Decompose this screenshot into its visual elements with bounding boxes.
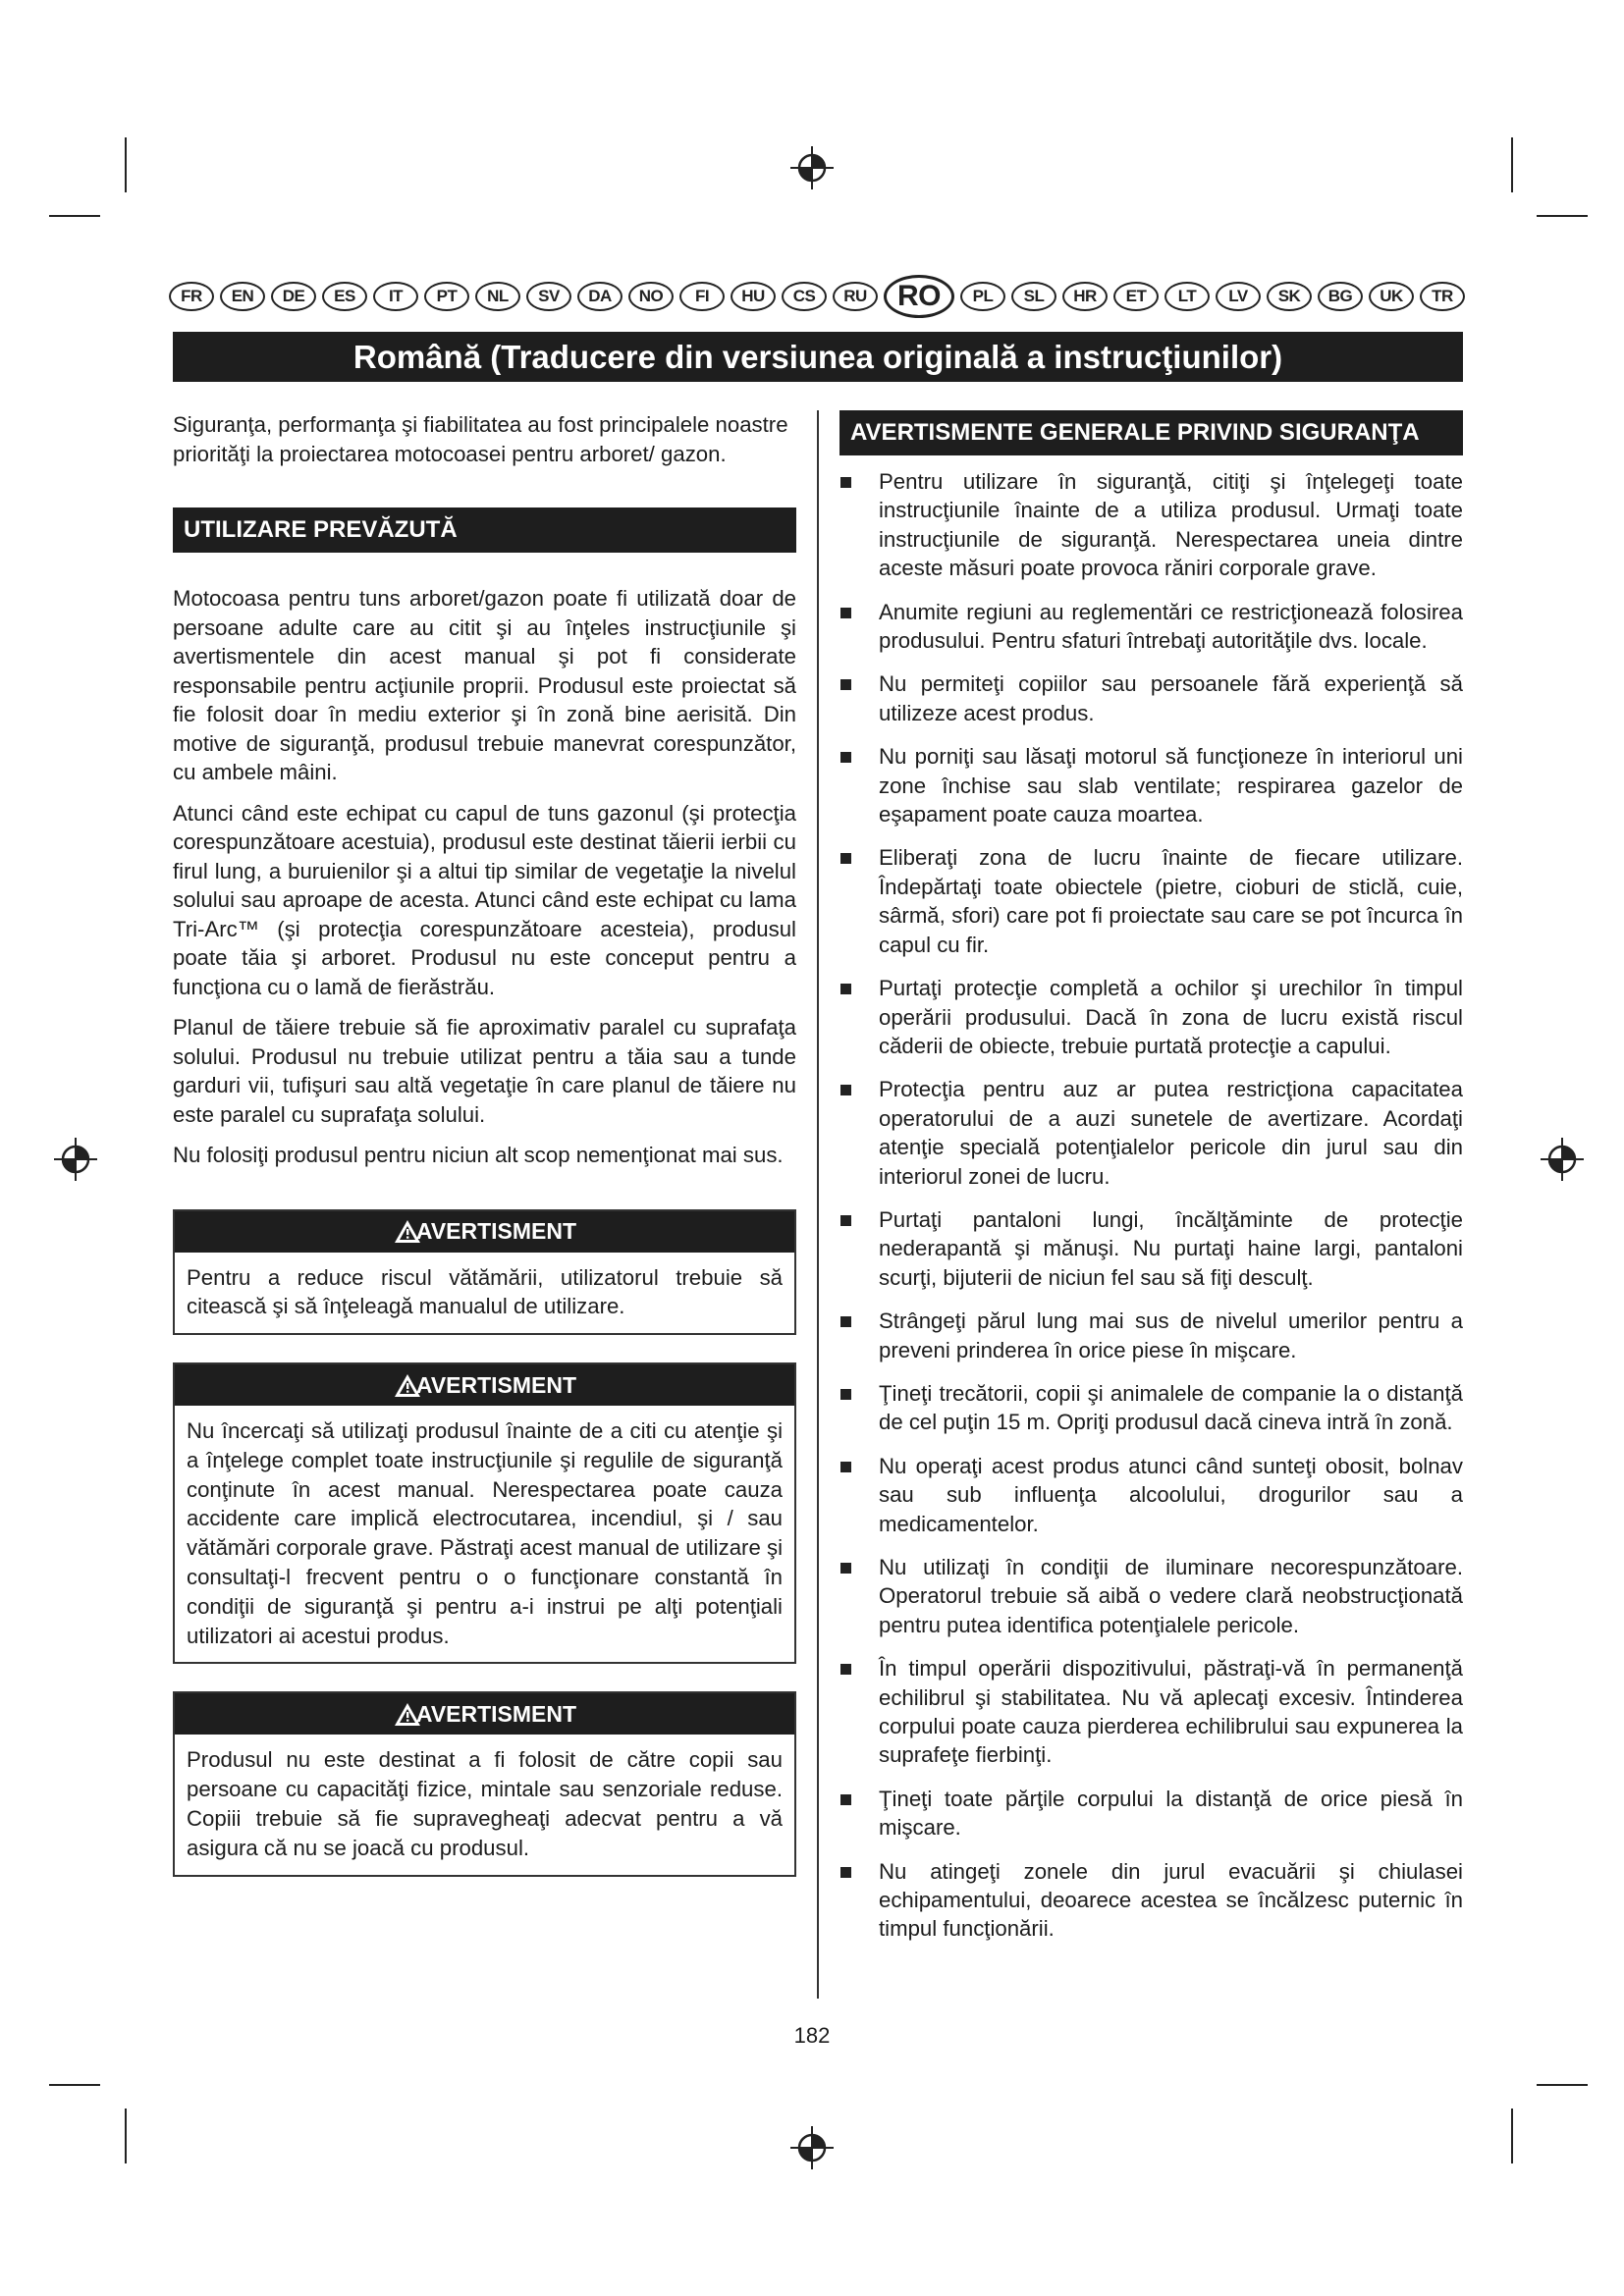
language-badge: BG xyxy=(1318,282,1363,311)
language-badge: LV xyxy=(1216,282,1261,311)
language-badge: HR xyxy=(1062,282,1108,311)
bullet-square-icon xyxy=(840,1389,851,1400)
bullet-square-icon xyxy=(840,1462,851,1472)
warning-body xyxy=(175,1406,794,1662)
language-badge: FR xyxy=(169,282,214,311)
language-badge: LT xyxy=(1164,282,1210,311)
bullet-square-icon xyxy=(840,1794,851,1805)
section-heading-general-warnings: AVERTISMENTE GENERALE PRIVIND SIGURANŢA xyxy=(839,410,1463,455)
list-item-text: Nu permiteţi copiilor sau persoanele fără experienţă să utilizeze acest produs. xyxy=(879,671,1463,725)
crop-mark xyxy=(1511,137,1513,192)
list-item-text: Nu operaţi acest produs atunci când sunteţi obosit, bolnav sau sub influenţa alcoolului, drogurilor sau a medicamentelor. xyxy=(879,1453,1463,1536)
list-item xyxy=(839,1654,1463,1770)
list-item xyxy=(839,1075,1463,1191)
registration-mark-icon xyxy=(786,142,838,193)
list-item xyxy=(839,1785,1463,1842)
language-badge: SL xyxy=(1011,282,1056,311)
intro-paragraph: Siguranţa, performanţa şi fiabilitatea au fost principalele noastre priorităţi la proiectarea motocoasei pentru arboret/ gazon. xyxy=(173,412,788,466)
bullet-square-icon xyxy=(840,1867,851,1878)
list-item xyxy=(839,1379,1463,1437)
bullet-square-icon xyxy=(840,853,851,864)
list-item-text: Anumite regiuni au reglementări ce restricţionează folosirea produsului. Pentru sfaturi întrebaţi autorităţile dvs. locale. xyxy=(879,599,1463,654)
list-item-text: Nu atingeţi zonele din jurul evacuării şi chiulasei echipamentului, deoarece acestea se încălzesc puternic în timpul funcţionării. xyxy=(879,1858,1463,1942)
language-badge: UK xyxy=(1369,282,1414,311)
language-badge: FI xyxy=(679,282,725,311)
section-heading-intended-use: UTILIZARE PREVĂZUTĂ xyxy=(173,507,796,553)
list-item xyxy=(839,467,1463,583)
language-badge: PT xyxy=(424,282,469,311)
language-badge: ES xyxy=(322,282,367,311)
list-item xyxy=(839,1857,1463,1944)
language-badge: NO xyxy=(628,282,674,311)
warning-heading: AVERTISMENT xyxy=(415,1218,577,1244)
warning-header xyxy=(175,1364,794,1406)
warning-text: Produsul nu este destinat a fi folosit de către copii sau persoane cu capacităţi fizice, mintale sau senzoriale reduse. Copiii trebuie să fie supravegheaţi adecvat pentru a vă asigura că nu se joacă cu produsul. xyxy=(187,1747,783,1860)
crop-mark xyxy=(1511,2109,1513,2163)
list-item-text: Eliberaţi zona de lucru înainte de fiecare utilizare. Îndepărtaţi toate obiectele (pietre, cioburi de sticlă, cuie, sârmă, sfori) care pot fi proiectate sau care se pot încurca în capul cu fir. xyxy=(879,845,1463,957)
list-item-text: Pentru utilizare în siguranţă, citiţi şi înţelegeţi toate instrucţiunile înainte de a utiliza produsul. Urmaţi toate instrucţiunile de siguranţă. Nerespectarea uneia dintre aceste măsuri poate provoca răniri corporale grave. xyxy=(879,469,1463,581)
list-item-text: Protecţia pentru auz ar putea restricţiona capacitatea operatorului de a auzi sunetele de avertizare. Acordaţi atenţie specială potenţialelor pericole din jurul sau din interiorul zonei de lucru. xyxy=(879,1077,1463,1189)
list-item-text: Ţineţi toate părţile corpului la distanţă de orice piesă în mişcare. xyxy=(879,1786,1463,1841)
list-item-text: Nu utilizaţi în condiţii de iluminare necorespunzătoare. Operatorul trebuie să aibă o vedere clară neobstrucţionată pentru putea identifica potenţialele pericole. xyxy=(879,1555,1463,1637)
language-badge: EN xyxy=(220,282,265,311)
warning-box xyxy=(173,1362,796,1664)
language-badge: RU xyxy=(833,282,878,311)
list-item-text: Nu porniţi sau lăsaţi motorul să funcţioneze în interiorul uni zone închise sau slab ventilate; respirarea gazelor de eşapament poate cauza moartea. xyxy=(879,744,1463,828)
list-item-text: În timpul operării dispozitivului, păstraţi-vă în permanenţă echilibrul şi stabilitatea. Nu vă aplecaţi excesiv. Întinderea corpului poate cauza pierderea echilibrului sau expunerea la suprafeţe fierbinţi. xyxy=(879,1656,1463,1768)
language-badge: NL xyxy=(475,282,520,311)
warning-heading: AVERTISMENT xyxy=(415,1371,577,1398)
bullet-square-icon xyxy=(840,1664,851,1675)
language-badge: IT xyxy=(373,282,418,311)
list-item xyxy=(839,1452,1463,1538)
list-item xyxy=(839,974,1463,1060)
list-item-text: Ţineţi trecătorii, copii şi animalele de companie la o distanţă de cel puţin 15 m. Opriţi produsul dacă cineva intră în zonă. xyxy=(879,1380,1463,1435)
language-badge: SV xyxy=(526,282,571,311)
page-number: 182 xyxy=(793,2023,831,2048)
bullet-square-icon xyxy=(840,608,851,618)
warning-text: Nu încercaţi să utilizaţi produsul înainte de a citi cu atenţie şi a înţelege complet toate instrucţiunile şi regulile de siguranţă conţinute în acest manual. Nerespectarea poate cauza accidente care implică electrocutarea, incendiul, şi / sau vătămări corporale grave. Păstraţi acest manual de utilizare şi consultaţi-l frecvent pentru o o funcţionare constantă în condiţii de siguranţă şi pentru a-i instrui pe alţi potenţiali utilizatori ai acestui produs. xyxy=(187,1418,783,1648)
language-badge: SK xyxy=(1267,282,1312,311)
warning-header xyxy=(175,1211,794,1253)
warning-body xyxy=(175,1735,794,1874)
list-item xyxy=(839,1205,1463,1292)
list-item-text: Purtaţi pantaloni lungi, încălţăminte de protecţie nederapantă şi mănuşi. Nu purtaţi haine largi, pantaloni scurţi, bijuterii de niciun fel sau să fiţi desculţ. xyxy=(879,1206,1463,1290)
crop-mark xyxy=(49,215,100,217)
language-bar xyxy=(169,275,1465,318)
registration-mark-icon xyxy=(50,1134,101,1185)
language-badge: ET xyxy=(1113,282,1159,311)
body-paragraph: Planul de tăiere trebuie să fie aproximativ paralel cu suprafaţa solului. Produsul nu trebuie utilizat pentru a tăia sau a tunde garduri vii, tufişuri sau altă vegetaţie în care planul de tăiere nu este paralel cu suprafaţa solului. xyxy=(173,1015,796,1127)
crop-mark xyxy=(1537,215,1588,217)
language-badge: DA xyxy=(577,282,623,311)
list-item xyxy=(839,1307,1463,1364)
safety-list xyxy=(839,467,1463,1944)
list-item xyxy=(839,843,1463,959)
bullet-square-icon xyxy=(840,984,851,994)
bullet-square-icon xyxy=(840,477,851,488)
crop-mark xyxy=(49,2084,100,2086)
list-item xyxy=(839,1553,1463,1639)
language-badge: CS xyxy=(782,282,827,311)
warning-box xyxy=(173,1691,796,1876)
crop-mark xyxy=(125,2109,127,2163)
warning-heading: AVERTISMENT xyxy=(415,1700,577,1727)
language-badge-active: RO xyxy=(884,275,954,318)
warning-text: Pentru a reduce riscul vătămării, utilizatorul trebuie să citească şi să înţeleagă manualul de utilizare. xyxy=(187,1264,783,1319)
body-paragraph: Motocoasa pentru tuns arboret/gazon poate fi utilizată doar de persoane adulte care au citit şi au înţeles instrucţiunile şi avertismentele din acest manual şi pot fi considerate responsabile pentru acţiunile proprii. Produsul este proiectat să fie folosit doar în mediu exterior şi în zonă bine aerisită. Din motive de siguranţă, produsul trebuie manevrat corespunzător, cu ambele mâini. xyxy=(173,586,796,784)
language-badge: DE xyxy=(271,282,316,311)
warning-box xyxy=(173,1209,796,1336)
warning-header xyxy=(175,1693,794,1735)
registration-mark-icon xyxy=(786,2122,838,2173)
bullet-square-icon xyxy=(840,1215,851,1226)
list-item xyxy=(839,669,1463,727)
crop-mark xyxy=(125,137,127,192)
column-divider xyxy=(817,410,819,1999)
left-column xyxy=(173,410,796,1877)
registration-mark-icon xyxy=(1537,1134,1588,1185)
bullet-square-icon xyxy=(840,1563,851,1574)
bullet-square-icon xyxy=(840,1316,851,1327)
warning-body xyxy=(175,1253,794,1334)
language-badge: HU xyxy=(731,282,776,311)
bullet-square-icon xyxy=(840,1085,851,1095)
list-item-text: Strângeţi părul lung mai sus de nivelul umerilor pentru a preveni prinderea în orice piese în mişcare. xyxy=(879,1308,1463,1362)
body-paragraph: Atunci când este echipat cu capul de tuns gazonul (şi protecţia corespunzătoare acestuia), produsul este destinat tăierii ierbii cu firul lung, a buruienilor şi a altui tip similar de vegetaţie la nivelul solului sau aproape de acesta. Atunci când este echipat cu lama Tri-Arc™ (şi protecţia corespunzătoare acesteia), produsul poate tăia şi arboret. Produsul nu este conceput pentru a funcţiona cu o lamă de fierăstrău. xyxy=(173,800,796,999)
crop-mark xyxy=(1537,2084,1588,2086)
list-item-text: Purtaţi protecţie completă a ochilor şi urechilor în timpul operării produsului. Dacă în zona de lucru există riscul căderii de obiecte, trebuie purtată protecţie a capului. xyxy=(879,976,1463,1058)
language-badge: TR xyxy=(1420,282,1465,311)
bullet-square-icon xyxy=(840,752,851,763)
right-column xyxy=(839,410,1463,1958)
language-badge: PL xyxy=(960,282,1005,311)
list-item xyxy=(839,598,1463,656)
list-item xyxy=(839,742,1463,828)
body-paragraph: Nu folosiţi produsul pentru niciun alt scop nemenţionat mai sus. xyxy=(173,1143,784,1167)
page-title: Română (Traducere din versiunea originală a instrucţiunilor) xyxy=(173,332,1463,382)
bullet-square-icon xyxy=(840,679,851,690)
